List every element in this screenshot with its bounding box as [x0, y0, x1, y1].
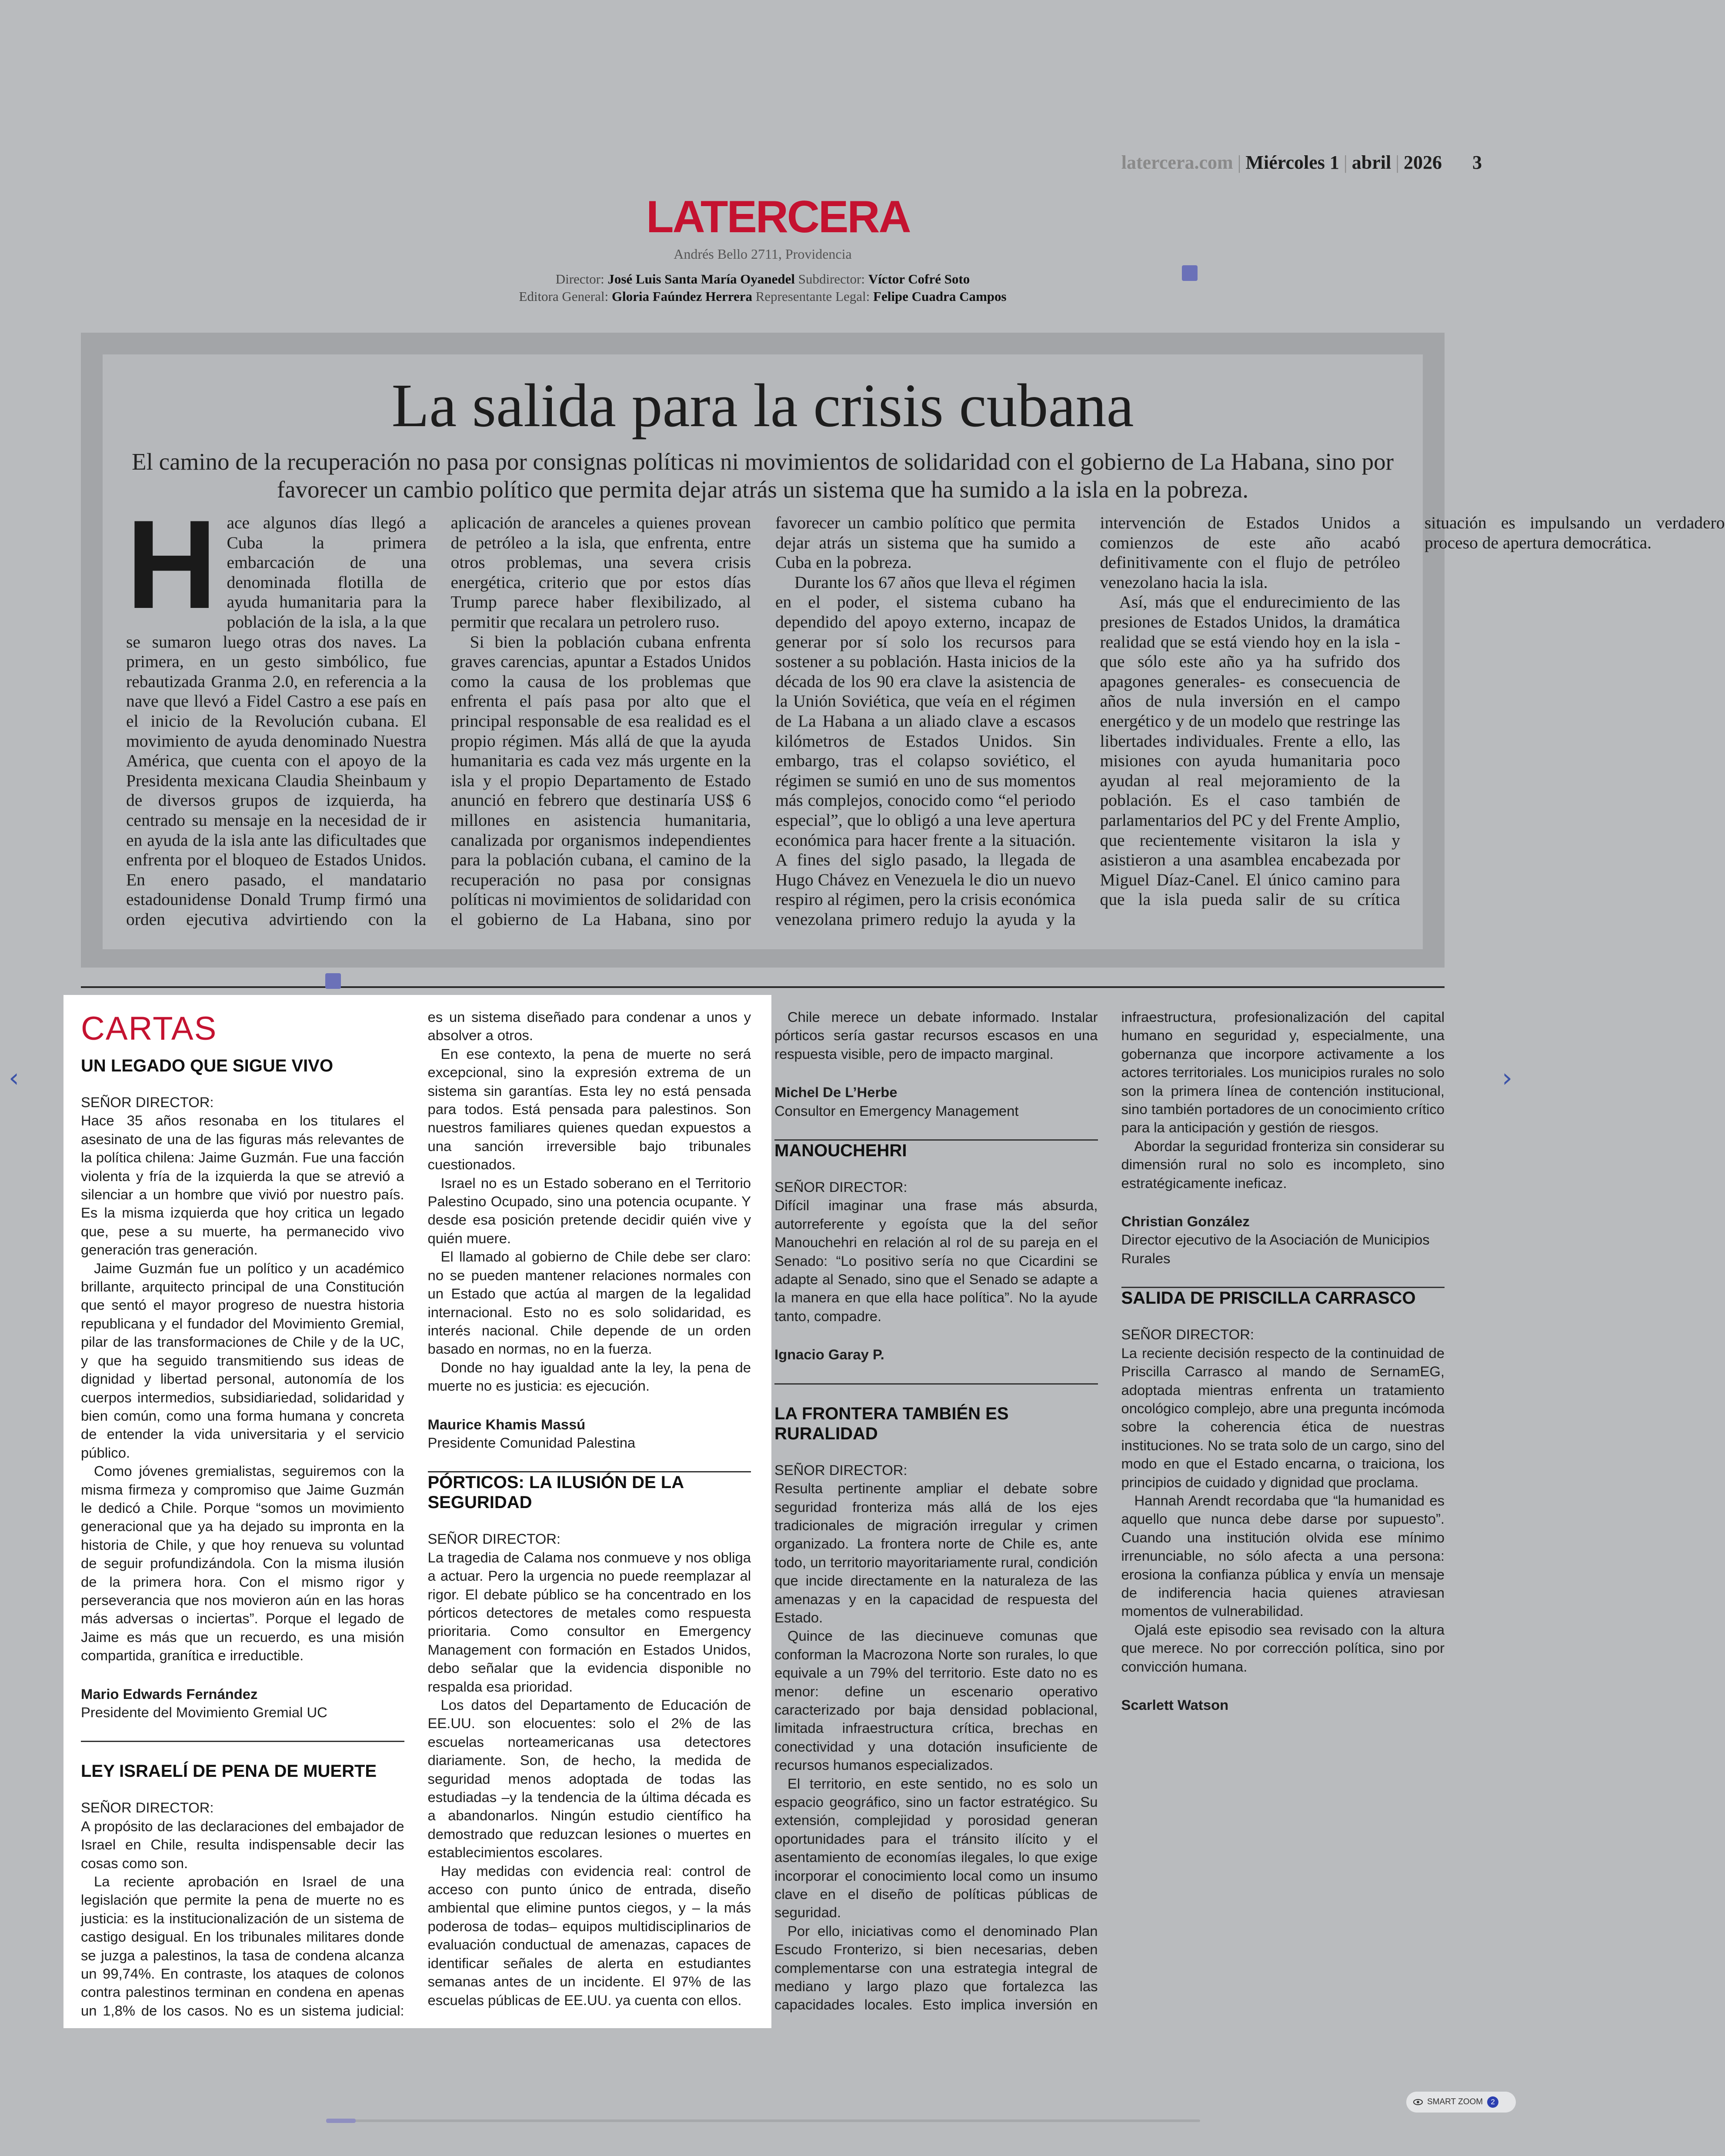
- letter-paragraph: Abordar la seguridad fronteriza sin considerar su dimensión rural no solo es incompleto, sino estratégicamente ineficaz.: [1121, 1138, 1445, 1191]
- letter-paragraph: La reciente decisión respecto de la continuidad de Priscilla Carrasco al mando de SernamEG, adoptada mientras enfrenta un tratamiento oncológico complejo, abre una pregunta incómoda sobre la coherencia ética de nuestras instituciones. No se trata solo de un cargo, sino del modo en que el Estado encarna, o traiciona, los principios de cuidado y dignidad que proclama.: [1121, 1345, 1445, 1490]
- subdirector-name: Víctor Cofré Soto: [868, 271, 970, 287]
- letter-author: Christian González: [1121, 1213, 1250, 1230]
- letter-author: Maurice Khamis Massú: [427, 1416, 586, 1432]
- editora-label: Editora General:: [519, 289, 609, 304]
- cartas-section: [81, 1008, 1445, 2021]
- editorial-title: La salida para la crisis cubana: [391, 371, 1134, 440]
- smart-zoom-button[interactable]: [1406, 2092, 1516, 2113]
- letter-author-role: Presidente Comunidad Palestina: [427, 1434, 636, 1451]
- letter-paragraph: Difícil imaginar una frase más absurda, autorreferente y egoísta que la del señor Manouchehri en relación al rol de su pareja en el Senado: “Lo positivo sería no que Cicardini se adapte al Senado, sino que el Senado se adapte a la manera en que ella hace política”. No la ayude tanto, compadre.: [774, 1197, 1098, 1324]
- letter-title: LEY ISRAELÍ DE PENA DE MUERTE: [81, 1762, 377, 1781]
- letter-paragraph: Jaime Guzmán fue un político y un académico brillante, arquitecto principal de una Constitución que sentó el mayor progreso de nuestra historia republicana y el fundador del Movimiento Gremial, pilar de las transformaciones de Chile y de la UC, y que ha seguido transmitiendo sus ideas de dignidad y libertad personal, autonomía de los cuerpos intermedios, subsidiariedad, solidaridad y bien común, como una forma humana y concreta de entender la vida universitaria y el servicio público.: [81, 1260, 404, 1461]
- letter-paragraph: En ese contexto, la pena de muerte no será excepcional, sino la expresión extrema de un sistema sin garantías. Esta ley no está pensada para todos. Está pensada para palestinos. Son nuestros familiares quienes quedan expuestos a una sanción irreversible bajo tribunales cuestionados.: [427, 1045, 751, 1173]
- letter-salutation: SEÑOR DIRECTOR:: [774, 1462, 908, 1478]
- letter-paragraph: Por ello, iniciativas como el denominado Plan Escudo Fronterizo, si bien necesarias, deben complementarse con una estrategia integral de mediano y largo plazo que fortalezca las capacidades locales. Esto implica inversión en infraestructura, profesionalización del capital humano en seguridad y, especialmente, una gobernanza que incorpore activamente a los actores territoriales. Los municipios rurales no solo son la primera línea de contención institucional, sino también portadores de un conocimiento crítico para la anticipación y gestión de riesgos.: [774, 1009, 1445, 2013]
- editorial-paragraph: Durante los 67 años que lleva el régimen en el poder, el sistema cubano ha dependido del apoyo externo, incapaz de generar por sí solo los recursos para sostener a su población. Hasta inicios de la década de los 90 era clave la asistencia de la Unión Soviética, que veía en el régimen de La Habana a un aliado clave a escasos kilómetros de Estados Unidos. Sin embargo, tras el colapso soviético, el régimen se sumió en uno de sus momentos más complejos, conocido como “el periodo especial”, que lo obligó a una leve apertura económica para hacer frente a la situación. A fines del siglo pasado, la llegada de Hugo Chávez en Venezuela le dio un nuevo respiro al régimen, pero la crisis económica venezolana primero redujo la ayuda y la intervención de Estados Unidos a comienzos de este año acabó definitivamente con el flujo de petróleo venezolano hacia la isla.: [775, 513, 1400, 929]
- previous-page-arrow-icon[interactable]: ‹: [9, 1063, 19, 1093]
- year: 2026: [1404, 152, 1442, 173]
- letter-title: UN LEGADO QUE SIGUE VIVO: [81, 1056, 334, 1075]
- letter-paragraph: Chile merece un debate informado. Instalar pórticos sería gastar recursos escasos en una respuesta visible, pero de impacto marginal.: [774, 1009, 1098, 1062]
- editorial-body: [126, 494, 1725, 931]
- editorial-paragraph: Así, más que el endurecimiento de las presiones de Estados Unidos, la dramática realidad que se está viendo hoy en la isla -que sólo este año ya ha sufrido dos apagones generales- es consecuencia de años de nula inversión en el campo energético y de un modelo que restringe las libertades individuales. Frente a ello, las misiones con ayuda humanitaria poco ayudan al real mejoramiento de la población. Es el caso también de parlamentarios del PC y del Frente Amplio, que recientemente visitaron la isla y asistieron a una asamblea encabezada por Miguel Díaz-Canel. El único camino para que la isla pueda salir de su crítica situación es impulsando un verdadero proceso de apertura democrática.: [1100, 513, 1725, 909]
- letter-paragraph: Hannah Arendt recordaba que “la humanidad es aquello que nunca debe darse por supuesto”. Cuando una institución olvida ese mínimo irrenunciable, no sólo afecta a una persona: erosiona la confianza pública y envía un mensaje de indiferencia hacia quienes atraviesan momentos de vulnerabilidad.: [1121, 1492, 1445, 1619]
- letter-author-role: Consultor en Emergency Management: [774, 1102, 1019, 1119]
- letter-salutation: SEÑOR DIRECTOR:: [427, 1531, 561, 1547]
- editorial-subtitle: El camino de la recuperación no pasa por consignas políticas ni movimientos de solidaridad con el gobierno de La Habana, sino por favorecer un cambio político que permita dejar atrás un sistema que ha sumido a la isla en la pobreza.: [132, 448, 1394, 503]
- page-scrollbar-thumb[interactable]: [326, 2119, 356, 2123]
- letter-salutation: SEÑOR DIRECTOR:: [81, 1799, 214, 1816]
- letter-paragraph: Hace 35 años resonaba en los titulares el asesinato de una de las figuras más relevantes de la política chilena: Jaime Guzmán. Fue una facción violenta y fría de la izquierda la que se atrevió a silenciar a un hombre que vivió por nuestro país. Es la misma izquierda que hoy critica un legado que, pese a su muerte, ha permanecido vivo generación tras generación.: [81, 1112, 404, 1258]
- smart-zoom-count: 2: [1487, 2096, 1498, 2108]
- letter-paragraph: Como jóvenes gremialistas, seguiremos con la misma firmeza y compromiso que Jaime Guzmán le dedicó a Chile. Porque “somos un movimiento generacional que ya ha dejado su impronta en la historia de Chile, y que hoy renueva su voluntad de seguir profundizándola. Con la misma ilusión de la primera hora. Con el mismo rigor y perseverancia que nos movieron aún en las horas más adversas o inciertas”. Porque el legado de Jaime es más que un recuerdo, es una misión compartida, granítica e irreductible.: [81, 1463, 404, 1664]
- newspaper-logo: LATERCERA: [646, 192, 910, 242]
- letter-author: Ignacio Garay P.: [774, 1346, 884, 1363]
- letter-title: MANOUCHEHRI: [774, 1141, 907, 1161]
- editora-name: Gloria Faúndez Herrera: [611, 289, 752, 304]
- subdirector-label: Subdirector:: [798, 271, 865, 287]
- drop-cap: H: [126, 494, 217, 635]
- representante-label: Representante Legal:: [755, 289, 870, 304]
- section-divider: [81, 986, 1445, 988]
- page-scrollbar-track[interactable]: [326, 2119, 1200, 2122]
- letter-paragraph: La reciente aprobación en Israel de una legislación que permite la pena de muerte no es justicia: es la institucionalización de un sistema de castigo desigual. En los tribunales militares donde se juzga a palestinos, la tasa de condena alcanza un 99,74%. En contraste, los ataques de colonos contra palestinos terminan en condena en apenas un 1,8% de los casos. No es un sistema judicial: es un sistema diseñado para condenar a unos y absolver a otros.: [81, 1009, 751, 2019]
- letter-paragraph: Israel no es un Estado soberano en el Territorio Palestino Ocupado, sino una potencia ocupante. Y desde esa posición pretende decidir quién vive y quién muere.: [427, 1175, 751, 1246]
- letter-paragraph: Donde no hay igualdad ante la ley, la pena de muerte no es justicia: es ejecución.: [427, 1359, 751, 1394]
- letter-author: Michel De L’Herbe: [774, 1084, 898, 1101]
- letter-paragraph: La tragedia de Calama nos conmueve y nos obliga a actuar. Pero la urgencia no puede reemplazar al rigor. El debate público se ha concentrado en los pórticos detectores de metales como respuesta prioritaria. Como consultor en Emergency Management con formación en Estados Unidos, debo señalar que la evidencia disponible no respalda esa prioridad.: [427, 1549, 751, 1695]
- letter-paragraph: Resulta pertinente ampliar el debate sobre seguridad fronteriza más allá de los ejes tradicionales de migración irregular y crimen organizado. La frontera norte de Chile es, ante todo, un territorio mayoritariamente rural, condición que incide directamente en la naturaleza de las amenazas y en la capacidad de respuesta del Estado.: [774, 1480, 1098, 1625]
- site-name[interactable]: latercera.com: [1121, 152, 1233, 173]
- letter-salutation: SEÑOR DIRECTOR:: [81, 1094, 214, 1110]
- smart-zoom-label: SMART ZOOM: [1427, 2097, 1483, 2106]
- letter-salutation: SEÑOR DIRECTOR:: [1121, 1326, 1255, 1343]
- letter-divider: [774, 1383, 1098, 1385]
- month: abril: [1351, 152, 1391, 173]
- letter-paragraph: Los datos del Departamento de Educación de EE.UU. son elocuentes: solo el 2% de las escuelas norteamericanas usa detectores diariamente. Son, de hecho, la medida de seguridad menos adoptada de todas las estudiadas –y la tendencia de la última década es a abandonarlos. Ningún estudio científico ha demostrado que reduzcan lesiones o muertes en establecimientos escolares.: [427, 1697, 751, 1861]
- letter-paragraph: Ojalá este episodio sea revisado con la altura que merece. No por corrección política, sino por convicción humana.: [1121, 1621, 1445, 1675]
- letter: [774, 1141, 1098, 1385]
- letter-paragraph: El territorio, en este sentido, no es solo un espacio geográfico, sino un factor estratégico. Su extensión, complejidad y porosidad generan oportunidades para el tránsito ilícito y el asentamiento de economías ilegales, lo que exige incorporar el conocimiento local como un insumo clave en el diseño de políticas públicas de seguridad.: [774, 1775, 1098, 1921]
- letter-paragraph: Hay medidas con evidencia real: control de acceso con punto único de entrada, diseño ambiental que elimine puntos ciegos, y – la más poderosa de todas– equipos multidisciplinarios de evaluación conductual de amenazas, capaces de identificar señales de alerta en estudiantes semanas antes de un incidente. El 97% de las escuelas públicas de EE.UU. ya cuenta con ellos.: [427, 1862, 751, 2008]
- director-name: José Luis Santa María Oyanedel: [607, 271, 795, 287]
- letter-title: LA FRONTERA TAMBIÉN ES RURALIDAD: [774, 1404, 1009, 1443]
- page-header-line: latercera.com | Miércoles 1 | abril | 2026 3: [1121, 152, 1482, 173]
- letter-paragraph: A propósito de las declaraciones del embajador de Israel en Chile, resulta indispensable decir las cosas como son.: [81, 1818, 404, 1871]
- staff-line-1: [0, 271, 1525, 287]
- letter-paragraph: El llamado al gobierno de Chile debe ser claro: no se pueden mantener relaciones normales con un Estado que actúa al margen de la legalidad internacional. Esto no es solo solidaridad, es interés nacional. Chile depende de un orden basado en normas, no en la fuerza.: [427, 1248, 751, 1357]
- editorial-paragraph-text: ace algunos días llegó a Cuba la primera embarcación de una denominada flotilla de ayuda humanitaria para la población de la isla, a la que se sumaron luego otras dos naves. La primera, en un gesto simbólico, fue rebautizada Granma 2.0, en referencia a la nave que llevó a Fidel Castro a ese país en el inicio de la Revolución cubana. El movimiento de ayuda denominado Nuestra América, que cuenta con el apoyo de la Presidenta mexicana Claudia Sheinbaum y de diversos grupos de izquierda, ha centrado su mensaje en la necesidad de ir en ayuda de la isla ante las dificultades que enfrenta por el bloqueo de Estados Unidos. En enero pasado, el mandatario estadounidense Donald Trump firmó una orden ejecutiva advirtiendo con la aplicación de aranceles a quienes provean de petróleo a la isla, que enfrenta, entre otros problemas, una severa crisis energética, criterio que por estos días Trump parece haber flexibilizado, al permitir que recalara un petrolero ruso.: [126, 513, 751, 929]
- next-page-arrow-icon[interactable]: ›: [1502, 1063, 1512, 1093]
- letter: [1121, 1288, 1445, 1714]
- letter-author-role: Director ejecutivo de la Asociación de Municipios Rurales: [1121, 1232, 1430, 1266]
- letter-title: SALIDA DE PRISCILLA CARRASCO: [1121, 1288, 1416, 1308]
- letter-author: Mario Edwards Fernández: [81, 1685, 258, 1702]
- eye-icon: [1413, 2099, 1423, 2105]
- letter: [81, 1056, 404, 1742]
- letter-paragraph: Quince de las diecinueve comunas que conforman la Macrozona Norte son rurales, lo que equivale a un 79% del territorio. Este dato no es menor: define un escenario operativo caracterizado por baja densidad poblacional, limitada infraestructura crítica, brechas en conectividad y una dotación insuficiente de recursos humanos especializados.: [774, 1628, 1098, 1773]
- letter-divider: [81, 1741, 404, 1742]
- zoom-region-marker[interactable]: [325, 973, 341, 989]
- editorial-paragraph: Si bien la población cubana enfrenta graves carencias, apuntar a Estados Unidos como la causa de los problemas que enfrenta el país pasa por alto que el principal responsable de esa realidad es el propio régimen. Más allá de que la ayuda humanitaria es cada vez más urgente en la isla y el propio Departamento de Estado anunció en febrero que destinaría US$ 6 millones en asistencia humanitaria, canalizada por organismos independientes para la población cubana, el camino de la recuperación no pasa por consignas políticas ni movimientos de solidaridad con el gobierno de La Habana, sino por favorecer un cambio político que permita dejar atrás un sistema que ha sumido a Cuba en la pobreza.: [450, 513, 1076, 929]
- staff-line-2: [0, 289, 1525, 304]
- page-number: 3: [1472, 152, 1482, 173]
- representante-name: Felipe Cuadra Campos: [873, 289, 1007, 304]
- cartas-title: CARTAS: [81, 1010, 217, 1047]
- address: Andrés Bello 2711, Providencia: [674, 246, 852, 262]
- director-label: Director:: [555, 271, 604, 287]
- letter-salutation: SEÑOR DIRECTOR:: [774, 1179, 908, 1195]
- zoom-region-marker[interactable]: [1182, 265, 1198, 281]
- letter-author-role: Presidente del Movimiento Gremial UC: [81, 1704, 327, 1720]
- weekday: Miércoles 1: [1245, 152, 1339, 173]
- letter-author: Scarlett Watson: [1121, 1697, 1229, 1713]
- letter-title: PÓRTICOS: LA ILUSIÓN DE LA SEGURIDAD: [427, 1473, 684, 1512]
